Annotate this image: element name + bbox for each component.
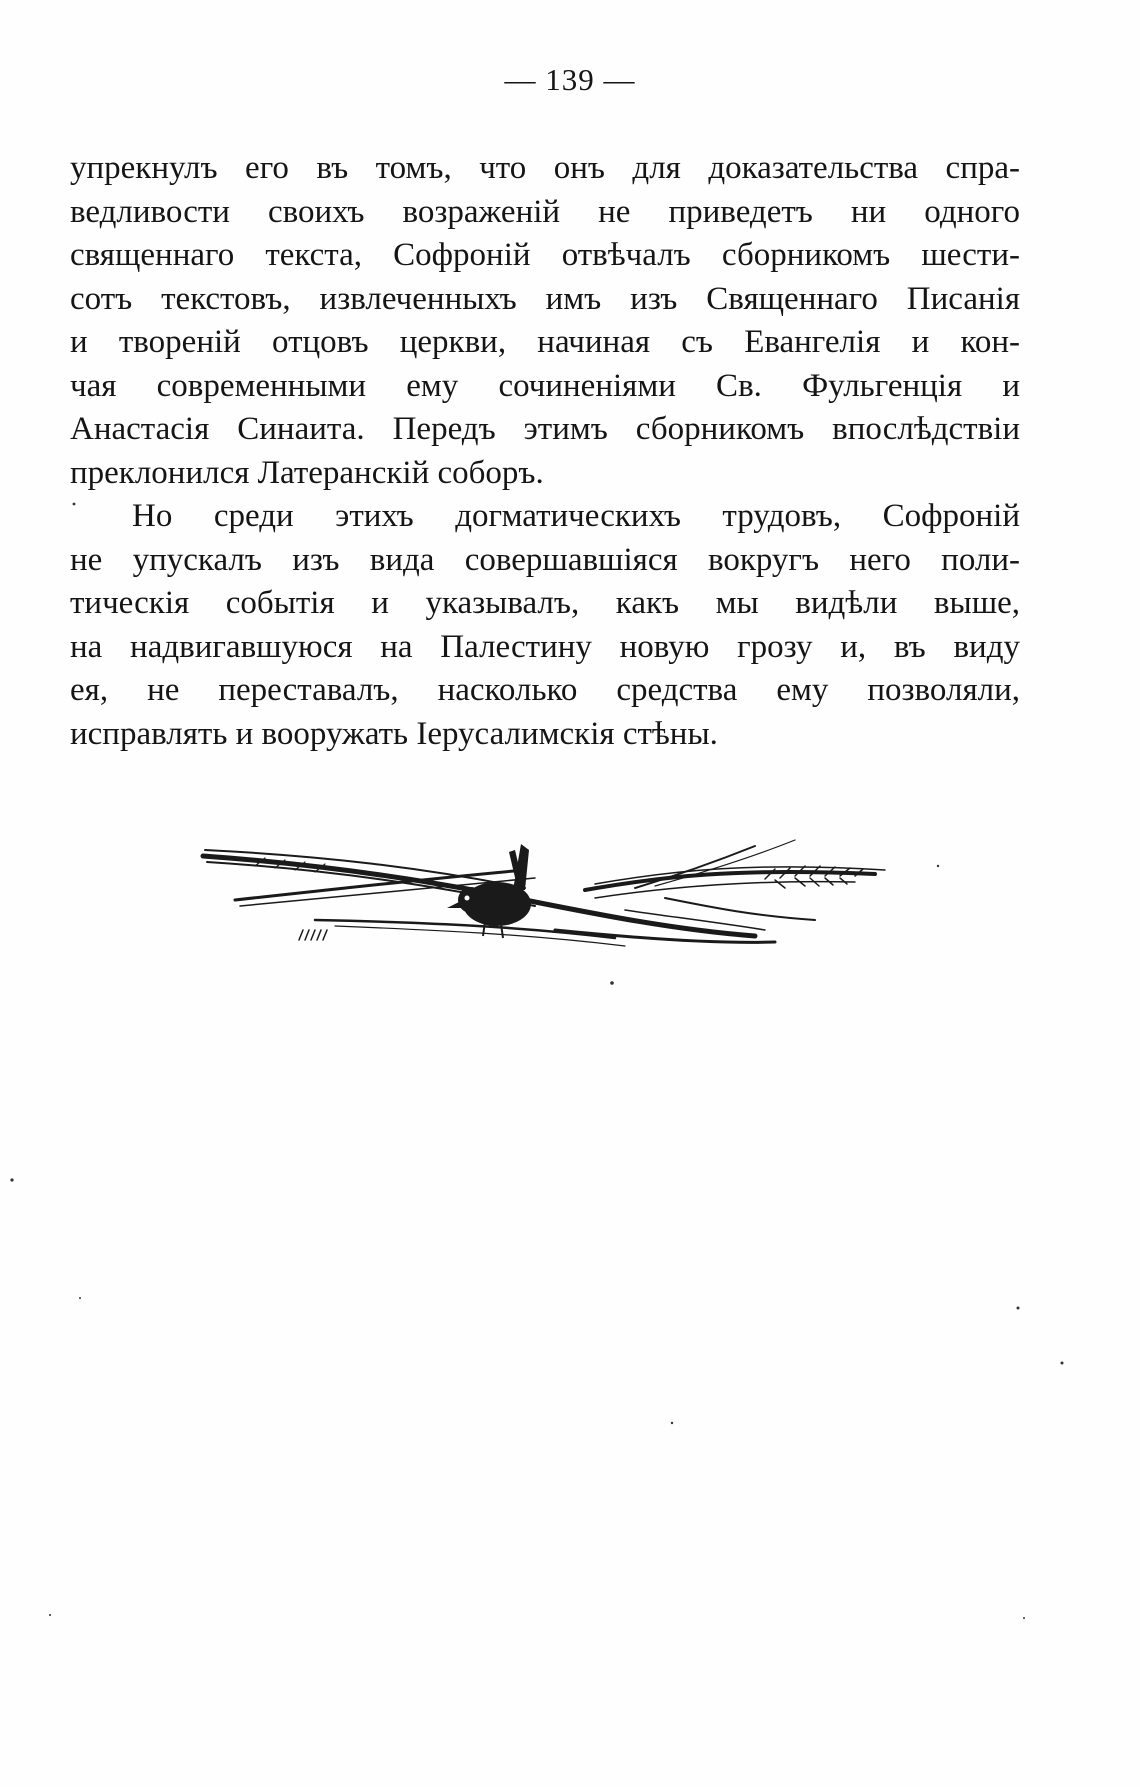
text-line: Но среди этихъ догматическихъ трудовъ, Софроній (132, 498, 1020, 534)
text-line: преклонился Латеранскій соборъ. (70, 454, 544, 491)
text-line: ея, не переставалъ, насколько средства ему позволяли, (70, 672, 1020, 708)
text-line: сотъ текстовъ, извлеченныхъ имъ изъ Священнаго Писанія (70, 280, 1020, 317)
text-line: священнаго текста, Софроній отвѣчалъ сборникомъ шести- (70, 237, 1020, 273)
text-line: чая современными ему сочиненіями Св. Фульгенція и (70, 367, 1020, 404)
text-line: тическія событія и указывалъ, какъ мы видѣли выше, (70, 585, 1020, 621)
paragraph-2 (70, 495, 1020, 756)
text-line: упрекнулъ его въ томъ, что онъ для доказательства спра- (70, 150, 1020, 186)
text-line: ведливости своихъ возраженій не приведетъ ни одного (70, 193, 1020, 230)
paragraph-1 (70, 147, 1020, 495)
body-text (70, 147, 1020, 756)
text-line: исправлять и вооружать Іерусалимскія стѣны. (70, 715, 718, 752)
text-line: и твореній отцовъ церкви, начиная съ Евангелія и кон- (70, 324, 1020, 360)
page-number: — 139 — (504, 62, 636, 97)
text-line: Анастасія Синаита. Передъ этимъ сборникомъ впослѣдствіи (70, 411, 1020, 447)
text-line: не упускалъ изъ вида совершавшіяся вокругъ него поли- (70, 541, 1020, 578)
bird-on-branch-icon (195, 826, 895, 976)
text-line: на надвигавшуюся на Палестину новую грозу и, въ виду (70, 628, 1020, 665)
